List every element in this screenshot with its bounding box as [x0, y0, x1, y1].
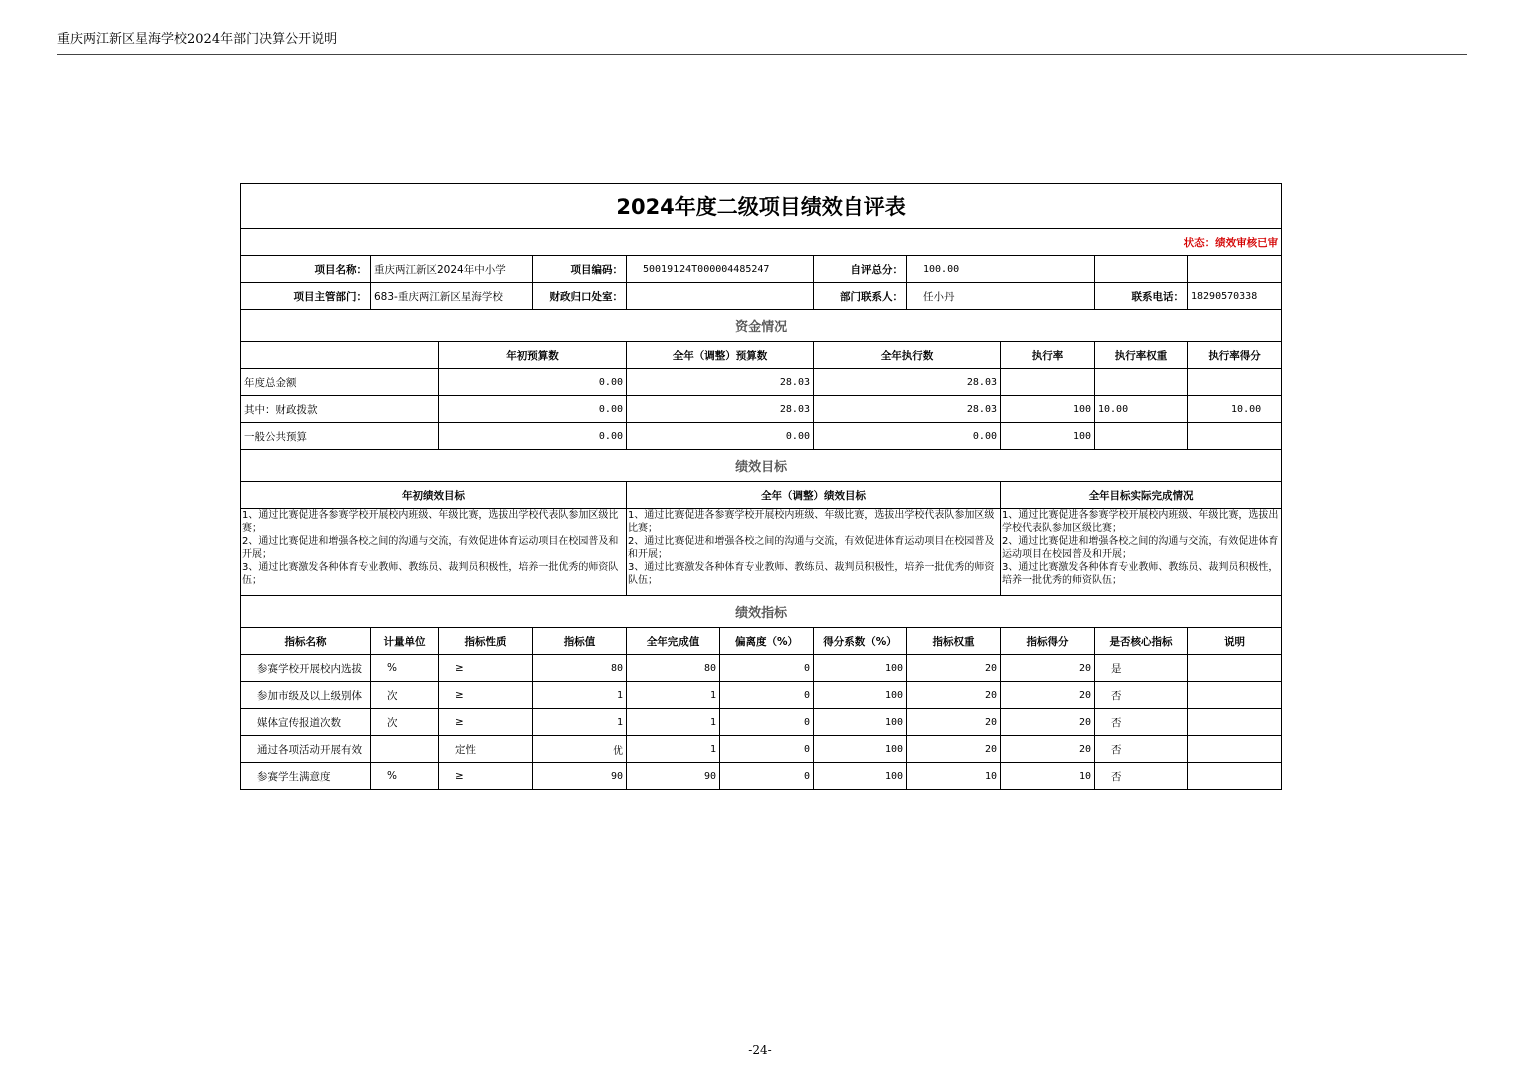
contact-value: 任小丹 — [907, 283, 1095, 310]
indicator-nature: ≥ — [439, 763, 533, 790]
funds-cell: 100 — [1001, 423, 1095, 450]
indicator-header: 指标得分 — [1001, 628, 1095, 655]
indicator-unit: 次 — [371, 709, 439, 736]
funds-row — [241, 423, 1282, 450]
self-score-label: 自评总分： — [814, 256, 907, 283]
indicator-nature: ≥ — [439, 709, 533, 736]
indicator-deviation: 0 — [720, 709, 814, 736]
adjusted-goal-text: 1、通过比赛促进各参赛学校开展校内班级、年级比赛，选拔出学校代表队参加区级比赛； 2、通过比赛促进和增强各校之间的沟通与交流，有效促进体育运动项目在校园普及和开展； 3、通过比赛激发各种体育专业教师、教练员、裁判员积极性，培养一批优秀的师资队伍； — [627, 509, 1001, 596]
funds-row-label: 一般公共预算 — [241, 423, 439, 450]
indicator-row — [241, 682, 1282, 709]
funds-row-label: 其中：财政拨款 — [241, 396, 439, 423]
indicator-coefficient: 100 — [814, 682, 907, 709]
indicators-header-row — [241, 628, 1282, 655]
indicator-coefficient: 100 — [814, 655, 907, 682]
page-header: 重庆两江新区星海学校2024年部门决算公开说明 — [57, 30, 1467, 55]
funds-cell: 10.00 — [1095, 396, 1188, 423]
project-code-value: 50019124T000004485247 — [627, 256, 814, 283]
indicator-score: 20 — [1001, 682, 1095, 709]
indicator-coefficient: 100 — [814, 736, 907, 763]
funds-row-label: 年度总金额 — [241, 369, 439, 396]
funds-section-title: 资金情况 — [241, 310, 1282, 342]
indicator-score: 20 — [1001, 709, 1095, 736]
funds-header: 全年执行数 — [814, 342, 1001, 369]
funds-header: 年初预算数 — [439, 342, 627, 369]
indicator-unit: % — [371, 763, 439, 790]
indicator-deviation: 0 — [720, 655, 814, 682]
indicator-weight: 20 — [907, 736, 1001, 763]
indicator-actual: 1 — [627, 736, 720, 763]
indicator-score: 20 — [1001, 655, 1095, 682]
self-score-value: 100.00 — [907, 256, 1095, 283]
indicator-header: 指标名称 — [241, 628, 371, 655]
project-name-value: 重庆两江新区2024年中小学 — [371, 256, 533, 283]
funds-header: 执行率得分 — [1188, 342, 1282, 369]
funds-header — [241, 342, 439, 369]
indicator-unit — [371, 736, 439, 763]
funds-cell: 28.03 — [627, 369, 814, 396]
funds-cell: 100 — [1001, 396, 1095, 423]
funds-cell: 28.03 — [814, 369, 1001, 396]
funds-cell: 0.00 — [814, 423, 1001, 450]
funds-cell: 0.00 — [439, 396, 627, 423]
contact-label: 部门联系人： — [814, 283, 907, 310]
funds-cell: 0.00 — [439, 369, 627, 396]
indicator-weight: 10 — [907, 763, 1001, 790]
dept-value: 683-重庆两江新区星海学校 — [371, 283, 533, 310]
indicator-target: 1 — [533, 682, 627, 709]
indicator-weight: 20 — [907, 682, 1001, 709]
funds-header: 执行率 — [1001, 342, 1095, 369]
indicator-row — [241, 736, 1282, 763]
performance-evaluation-table — [240, 183, 1282, 790]
indicator-actual: 80 — [627, 655, 720, 682]
project-code-label: 项目编码： — [533, 256, 627, 283]
indicator-coefficient: 100 — [814, 709, 907, 736]
actual-goal-text: 1、通过比赛促进各参赛学校开展校内班级、年级比赛，选拔出学校代表队参加区级比赛； 2、通过比赛促进和增强各校之间的沟通与交流，有效促进体育运动项目在校园普及和开展； 3、通过比赛激发各种体育专业教师、教练员、裁判员积极性，培养一批优秀的师资队伍； — [1001, 509, 1282, 596]
indicator-row — [241, 709, 1282, 736]
indicator-row — [241, 655, 1282, 682]
indicator-deviation: 0 — [720, 682, 814, 709]
indicator-header: 指标性质 — [439, 628, 533, 655]
status-label: 状态：绩效审核已审 — [241, 229, 1282, 256]
indicator-core: 否 — [1095, 709, 1188, 736]
indicator-header: 得分系数（%） — [814, 628, 907, 655]
indicator-header: 计量单位 — [371, 628, 439, 655]
indicator-target: 90 — [533, 763, 627, 790]
funds-cell: 28.03 — [627, 396, 814, 423]
indicator-header: 指标权重 — [907, 628, 1001, 655]
indicator-score: 20 — [1001, 736, 1095, 763]
finance-label: 财政归口处室： — [533, 283, 627, 310]
indicator-score: 10 — [1001, 763, 1095, 790]
funds-header: 执行率权重 — [1095, 342, 1188, 369]
indicator-actual: 1 — [627, 709, 720, 736]
indicator-actual: 1 — [627, 682, 720, 709]
indicator-unit: 次 — [371, 682, 439, 709]
funds-cell: 0.00 — [439, 423, 627, 450]
indicator-target: 80 — [533, 655, 627, 682]
indicator-note — [1188, 736, 1282, 763]
funds-row — [241, 396, 1282, 423]
project-name-label: 项目名称： — [241, 256, 371, 283]
indicator-deviation: 0 — [720, 736, 814, 763]
indicator-target: 1 — [533, 709, 627, 736]
indicator-weight: 20 — [907, 709, 1001, 736]
goals-header: 年初绩效目标 — [241, 482, 627, 509]
indicator-name: 媒体宣传报道次数 — [241, 709, 371, 736]
funds-cell — [1095, 369, 1188, 396]
indicator-deviation: 0 — [720, 763, 814, 790]
initial-goal-text: 1、通过比赛促进各参赛学校开展校内班级、年级比赛，选拔出学校代表队参加区级比赛； 2、通过比赛促进和增强各校之间的沟通与交流，有效促进体育运动项目在校园普及和开展； 3、通过比赛激发各种体育专业教师、教练员、裁判员积极性，培养一批优秀的师资队伍； — [241, 509, 627, 596]
funds-cell — [1188, 369, 1282, 396]
indicator-nature: ≥ — [439, 655, 533, 682]
indicator-unit: % — [371, 655, 439, 682]
indicator-actual: 90 — [627, 763, 720, 790]
goals-header: 全年目标实际完成情况 — [1001, 482, 1282, 509]
goals-section-title: 绩效目标 — [241, 450, 1282, 482]
indicator-core: 否 — [1095, 682, 1188, 709]
indicator-weight: 20 — [907, 655, 1001, 682]
indicator-note — [1188, 709, 1282, 736]
indicator-core: 是 — [1095, 655, 1188, 682]
indicator-nature: ≥ — [439, 682, 533, 709]
indicator-nature: 定性 — [439, 736, 533, 763]
empty-cell — [1188, 256, 1282, 283]
funds-cell — [1188, 423, 1282, 450]
indicator-header: 偏离度（%） — [720, 628, 814, 655]
indicator-header: 是否核心指标 — [1095, 628, 1188, 655]
funds-cell — [1095, 423, 1188, 450]
funds-header: 全年（调整）预算数 — [627, 342, 814, 369]
indicator-core: 否 — [1095, 736, 1188, 763]
funds-cell: 0.00 — [627, 423, 814, 450]
goals-header: 全年（调整）绩效目标 — [627, 482, 1001, 509]
indicator-header: 全年完成值 — [627, 628, 720, 655]
funds-row — [241, 369, 1282, 396]
funds-cell — [1001, 369, 1095, 396]
indicator-note — [1188, 763, 1282, 790]
indicators-section-title: 绩效指标 — [241, 596, 1282, 628]
indicator-core: 否 — [1095, 763, 1188, 790]
indicator-note — [1188, 655, 1282, 682]
funds-cell: 28.03 — [814, 396, 1001, 423]
indicator-row — [241, 763, 1282, 790]
indicator-coefficient: 100 — [814, 763, 907, 790]
indicator-header: 说明 — [1188, 628, 1282, 655]
indicator-header: 指标值 — [533, 628, 627, 655]
empty-cell — [1095, 256, 1188, 283]
page-number: -24- — [748, 1043, 772, 1057]
indicator-name: 通过各项活动开展有效 — [241, 736, 371, 763]
finance-value — [627, 283, 814, 310]
indicator-note — [1188, 682, 1282, 709]
dept-label: 项目主管部门： — [241, 283, 371, 310]
indicator-target: 优 — [533, 736, 627, 763]
funds-cell: 10.00 — [1188, 396, 1282, 423]
indicator-name: 参赛学校开展校内选拔 — [241, 655, 371, 682]
phone-label: 联系电话： — [1095, 283, 1188, 310]
indicator-name: 参加市级及以上级别体 — [241, 682, 371, 709]
phone-value: 18290570338 — [1188, 283, 1282, 310]
indicator-name: 参赛学生满意度 — [241, 763, 371, 790]
form-title: 2024年度二级项目绩效自评表 — [241, 184, 1282, 229]
